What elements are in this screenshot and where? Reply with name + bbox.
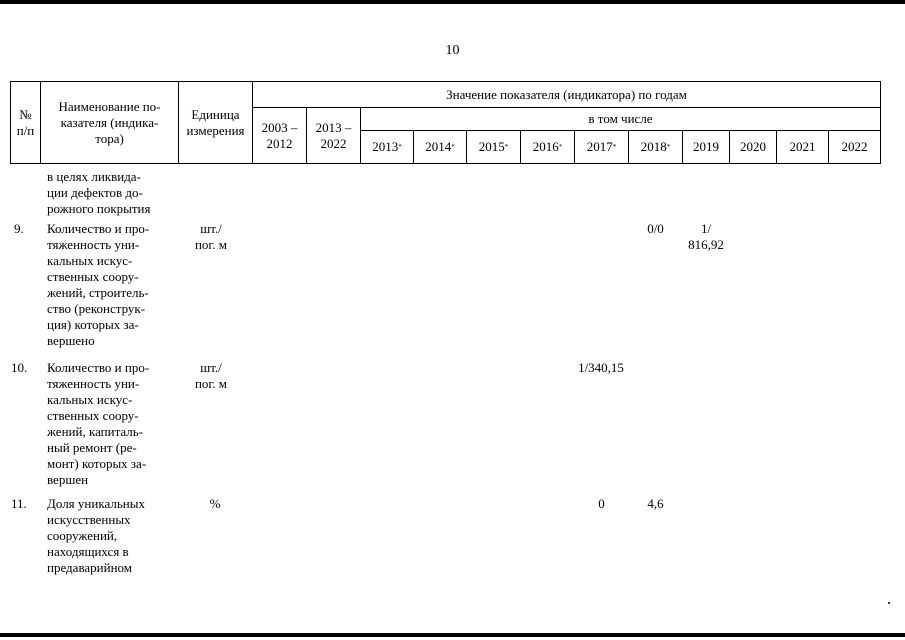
row-9-unit: шт./ пог. м xyxy=(194,221,228,252)
row-11-number: 11. xyxy=(11,496,27,511)
row-10-number: 10. xyxy=(11,360,28,375)
header-unit: Единица измерения xyxy=(186,106,245,138)
header-year-2018: 2018 * xyxy=(640,139,671,154)
header-year-2021: 2021 xyxy=(789,139,816,154)
header-period-2003-2012: 2003 – 2012 xyxy=(261,119,298,151)
header-num: № п/п xyxy=(16,106,35,138)
row-10-unit: шт./ пог. м xyxy=(194,360,228,391)
header-values: Значение показателя (индикатора) по годам xyxy=(446,86,687,102)
header-year-2015: 2015 * xyxy=(478,139,509,154)
header-year-2014: 2014 * xyxy=(425,139,455,154)
row-continuation-name: в целях ликвида- ции дефектов до- рожного покрытия xyxy=(47,169,151,216)
top-rule xyxy=(0,0,905,4)
header-year-2019: 2019 xyxy=(693,139,719,154)
row-9-value-2018: 0/0 xyxy=(647,221,664,236)
scan-speck xyxy=(888,602,890,604)
header-including: в том числе xyxy=(588,111,653,126)
row-9-name: Количество и про- тяженность уни- кальных искус- ственных соору- жений, строитель- ство (реконструк- ция) которых за- вершено xyxy=(47,221,150,348)
row-10-name: Количество и про- тяженность уни- кальных искус- ственных соору- жений, капиталь- ный ремонт (ре- монт) которых за- вершен xyxy=(47,360,150,487)
bottom-rule xyxy=(0,633,905,637)
header-name: Наименование по- казателя (индика- тора) xyxy=(58,98,161,146)
page-number: 10 xyxy=(445,43,460,58)
row-10-value-2017: 1/340,15 xyxy=(578,360,624,375)
header-year-2020: 2020 xyxy=(740,139,766,154)
header-year-2022: 2022 xyxy=(841,139,868,154)
header-year-2017: 2017 * xyxy=(586,139,617,154)
row-9-number: 9. xyxy=(14,221,24,236)
header-bottom-line xyxy=(10,163,881,164)
header-year-2013: 2013 * xyxy=(372,139,402,154)
header-period-2013-2022: 2013 – 2022 xyxy=(315,119,352,151)
header-year-2016: 2016 * xyxy=(532,139,563,154)
row-11-unit: % xyxy=(209,496,221,511)
row-11-value-2017: 0 xyxy=(598,496,605,511)
row-11-name: Доля уникальных искусственных сооружений, находящихся в предаварийном xyxy=(47,496,145,575)
row-11-value-2018: 4,6 xyxy=(647,496,664,511)
row-9-value-2019: 1/ 816,92 xyxy=(688,221,724,252)
col-border xyxy=(880,81,881,164)
